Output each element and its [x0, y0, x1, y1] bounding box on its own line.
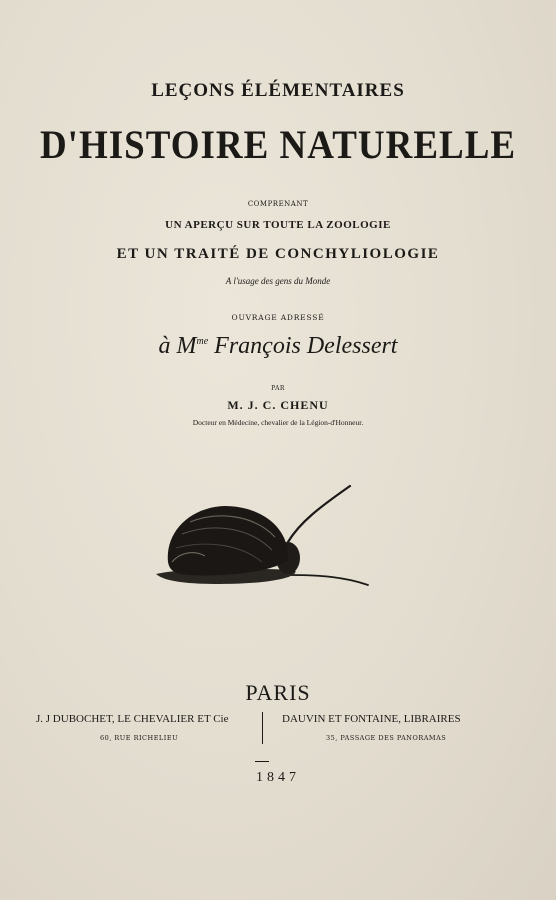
address-right: 35, PASSAGE DES PANORAMAS	[326, 734, 447, 742]
author-name: M. J. C. CHENU	[227, 398, 329, 412]
snail-engraving-icon	[150, 482, 375, 592]
usage-line: A l'usage des gens du Monde	[225, 276, 331, 286]
comprenant-label: COMPRENANT	[247, 200, 309, 208]
publisher-left: J. J DUBOCHET, LE CHEVALIER ET Cie	[36, 713, 229, 725]
subtitle-line-1: UN APERÇU SUR TOUTE LA ZOOLOGIE	[165, 219, 391, 231]
year: 1847	[256, 770, 300, 785]
subtitle-line-2: ET UN TRAITÉ DE CONCHYLIOLOGIE	[116, 246, 440, 262]
title-line-1: LEÇONS ÉLÉMENTAIRES	[151, 80, 405, 101]
ouvrage-label: OUVRAGE ADRESSÉ	[231, 313, 325, 322]
dedication-prefix: à M	[158, 333, 197, 359]
dedication-sup: me	[196, 336, 209, 347]
main-title: D'HISTOIRE NATURELLE	[39, 122, 517, 169]
dedication	[0, 333, 556, 360]
year-dash	[255, 761, 269, 762]
address-left: 60, RUE RICHELIEU	[100, 734, 179, 742]
dedication-name: François Delessert	[214, 333, 398, 359]
publisher-right: DAUVIN ET FONTAINE, LIBRAIRES	[282, 713, 461, 725]
publisher-divider	[262, 712, 263, 744]
par-label: PAR	[271, 385, 285, 392]
author-credentials: Docteur en Médecine, chevalier de la Légion-d'Honneur.	[192, 418, 364, 427]
city: PARIS	[245, 680, 311, 705]
